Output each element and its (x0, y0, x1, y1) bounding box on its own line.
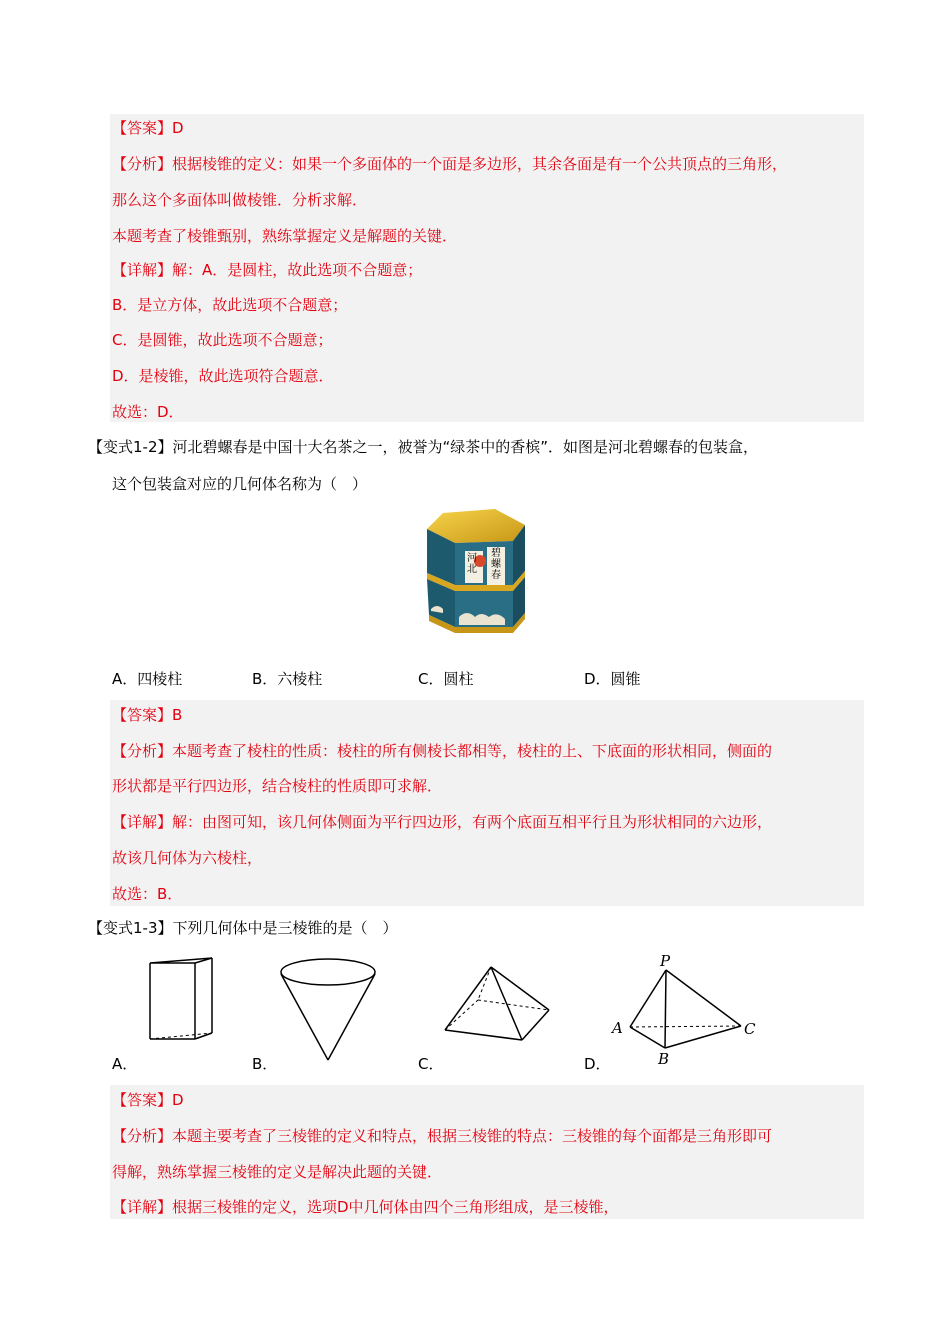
detail-1-line-2: B．是立方体，故此选项不合题意； (112, 296, 348, 314)
detail-1-line-4: D．是棱锥，故此选项符合题意． (112, 367, 334, 385)
option-b-1-2: B．六棱柱 (252, 670, 323, 688)
detail-3-line-1: 【详解】根据三棱锥的定义，选项D中几何体由四个三角形组成，是三棱锥， (112, 1198, 619, 1216)
figure-c-square-pyramid (442, 964, 552, 1044)
figure-d-triangular-pyramid (610, 950, 762, 1068)
analysis-1-line-3: 本题考查了棱锥甄别，熟练掌握定义是解题的关键． (112, 227, 458, 245)
vertex-c-label: C (744, 1020, 756, 1038)
analysis-1-line-1: 【分析】根据棱锥的定义：如果一个多面体的一个面是多边形，其余各面是有一个公共顶点的三角形， (112, 155, 788, 173)
answer-1: 【答案】D (112, 119, 184, 137)
option-a-1-2: A．四棱柱 (112, 670, 183, 688)
option-d-1-3: D． (584, 1055, 611, 1073)
detail-1-line-3: C．是圆锥，故此选项不合题意； (112, 331, 333, 349)
option-a-1-3: A． (112, 1055, 138, 1073)
answer-3: 【答案】D (112, 1091, 184, 1109)
answer-box-2 (110, 700, 864, 906)
vertex-p-label: P (660, 952, 671, 970)
choose-1: 故选：D． (112, 403, 184, 421)
choose-2: 故选：B． (112, 885, 183, 903)
option-c-1-2: C．圆柱 (418, 670, 474, 688)
tea-box-image (425, 505, 529, 635)
figure-b-cone (276, 954, 384, 1066)
analysis-2-line-2: 形状都是平行四边形，结合棱柱的性质即可求解． (112, 777, 443, 795)
detail-2-line-1: 【详解】解：由图可知，该几何体侧面为平行四边形，有两个底面互相平行且为形状相同的六边形， (112, 813, 773, 831)
vertex-a-label: A (612, 1019, 623, 1037)
question-1-2-line-2: 这个包装盒对应的几何体名称为（ ） (112, 475, 368, 493)
question-1-2-line-1: 【变式1-2】河北碧螺春是中国十大名茶之一，被誉为“绿茶中的香槟”．如图是河北碧螺春的包装盒， (88, 438, 759, 456)
option-d-1-2: D．圆锥 (584, 670, 641, 688)
tea-box-label-left: 河北 (467, 553, 477, 575)
question-1-3-line-1: 【变式1-3】下列几何体中是三棱锥的是（ ） (88, 919, 398, 937)
analysis-3-line-2: 得解，熟练掌握三棱锥的定义是解决此题的关键． (112, 1163, 443, 1181)
option-c-1-3: C． (418, 1055, 444, 1073)
vertex-b-label: B (658, 1050, 670, 1068)
figure-a-triangular-prism (145, 955, 217, 1047)
analysis-3-line-1: 【分析】本题主要考查了三棱锥的定义和特点，根据三棱锥的特点：三棱锥的每个面都是三角形即可 (112, 1127, 773, 1145)
detail-2-line-2: 故该几何体为六棱柱， (112, 849, 263, 867)
analysis-1-line-2: 那么这个多面体叫做棱锥．分析求解． (112, 191, 368, 209)
detail-1-line-1: 【详解】解：A．是圆柱，故此选项不合题意； (112, 261, 423, 279)
tea-box-label-right: 碧螺春 (491, 548, 501, 581)
option-b-1-3: B． (252, 1055, 278, 1073)
analysis-2-line-1: 【分析】本题考查了棱柱的性质：棱柱的所有侧棱长都相等，棱柱的上、下底面的形状相同，侧面的 (112, 742, 773, 760)
answer-2: 【答案】B (112, 706, 183, 724)
